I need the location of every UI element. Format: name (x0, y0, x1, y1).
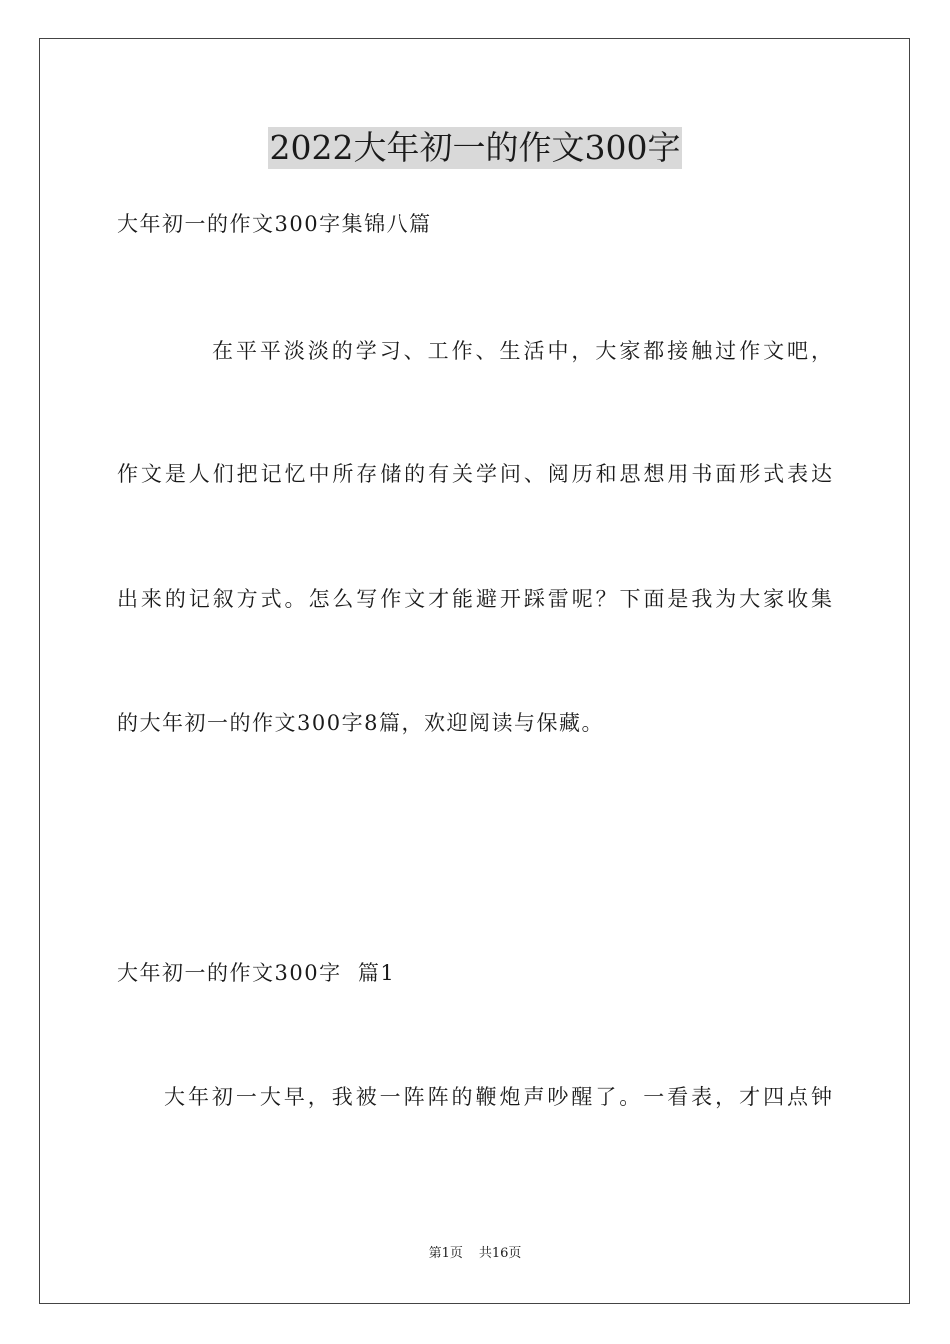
page-footer (0, 1245, 950, 1263)
intro-line-1: 在平平淡淡的学习、工作、生活中，大家都接触过作文吧， (212, 339, 832, 363)
section-heading: 大年初一的作文300字 篇1 (117, 961, 396, 985)
page-number-current: 第1页 (428, 1246, 463, 1261)
page-number-total: 共16页 (478, 1246, 522, 1261)
intro-line-3: 出来的记叙方式。怎么写作文才能避开踩雷呢？下面是我为大家收集 (117, 587, 832, 611)
document-title: 2022大年初一的作文300字 (269, 128, 681, 167)
section-first-line: 大年初一大早，我被一阵阵的鞭炮声吵醒了。一看表，才四点钟 (164, 1085, 832, 1109)
title-container (0, 127, 950, 169)
intro-line-2: 作文是人们把记忆中所存储的有关学问、阅历和思想用书面形式表达 (117, 462, 832, 486)
intro-line-4: 的大年初一的作文300字8篇，欢迎阅读与保藏。 (117, 711, 604, 735)
document-subtitle: 大年初一的作文300字集锦八篇 (117, 212, 432, 236)
